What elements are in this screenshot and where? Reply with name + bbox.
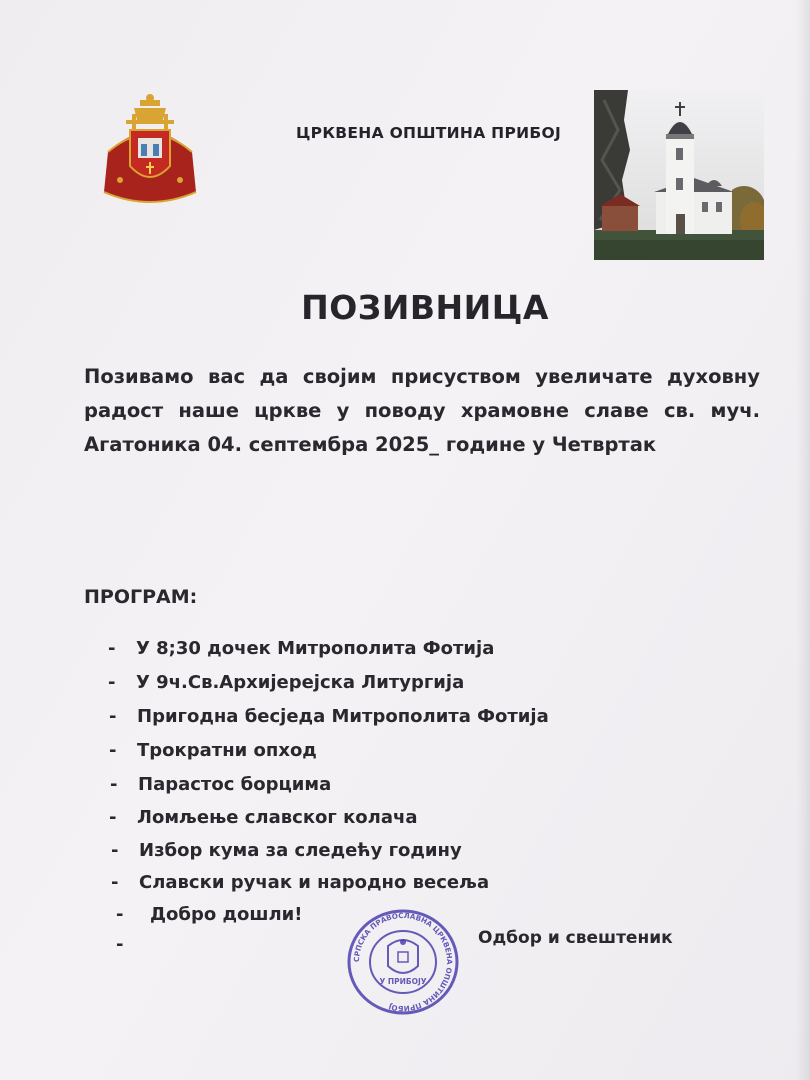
- church-photo: [594, 90, 764, 260]
- stamp-center-text: У ПРИБОЈУ: [379, 977, 427, 986]
- list-dash: -: [116, 934, 124, 955]
- signature: Одбор и свештеник: [478, 928, 673, 948]
- program-item-text: Трократни опход: [137, 740, 317, 761]
- program-item: [109, 706, 549, 727]
- program-item-text: Ломљење славског колача: [137, 807, 418, 828]
- program-item: [108, 638, 495, 659]
- program-item-text: Добро дошли!: [150, 904, 303, 925]
- program-item-text: Парастос борцима: [138, 774, 332, 795]
- program-item-text: Пригодна бесједа Митрополита Фотија: [137, 706, 549, 727]
- list-dash: -: [116, 904, 124, 925]
- list-dash: -: [108, 638, 116, 659]
- list-dash: -: [109, 807, 117, 828]
- program-item-text: Избор кума за следећу годину: [139, 840, 462, 861]
- invitation-line: радост наше цркве у поводу храмовне славе св. муч.: [84, 399, 760, 422]
- program-heading: ПРОГРАМ:: [84, 586, 198, 608]
- program-item-text: Славски ручак и народно весеља: [139, 872, 490, 893]
- invitation-line: Позивамо вас да својим присуством увеличате духовну: [84, 365, 760, 388]
- list-dash: -: [109, 740, 117, 761]
- document-title: ПОЗИВНИЦА: [301, 288, 549, 327]
- list-dash: -: [111, 872, 119, 893]
- invitation-text: [84, 360, 760, 462]
- stamp-ring-text: СРПСКА ПРАВОСЛАВНА ЦРКВЕНА ОПШТИНА ПРИБОЈ: [351, 910, 455, 1014]
- program-item: [109, 807, 418, 828]
- program-item: [108, 672, 465, 693]
- parish-stamp: [346, 908, 460, 1016]
- program-item: [116, 904, 303, 925]
- list-dash: -: [110, 774, 118, 795]
- program-item: [110, 774, 332, 795]
- program-item-text: У 8;30 дочек Митрополита Фотија: [136, 638, 495, 659]
- list-dash: -: [111, 840, 119, 861]
- program-item-text: У 9ч.Св.Архијерејска Литургија: [136, 672, 465, 693]
- list-dash: -: [109, 706, 117, 727]
- invitation-line: Агатоника 04. септембра 2025_ године у Четвртак: [84, 433, 657, 456]
- list-dash: -: [108, 672, 116, 693]
- program-item: [111, 872, 490, 893]
- program-item: [111, 840, 462, 861]
- parish-name: ЦРКВЕНА ОПШТИНА ПРИБОЈ: [296, 124, 562, 142]
- church-coat-of-arms-icon: [100, 92, 200, 210]
- program-item: [109, 740, 317, 761]
